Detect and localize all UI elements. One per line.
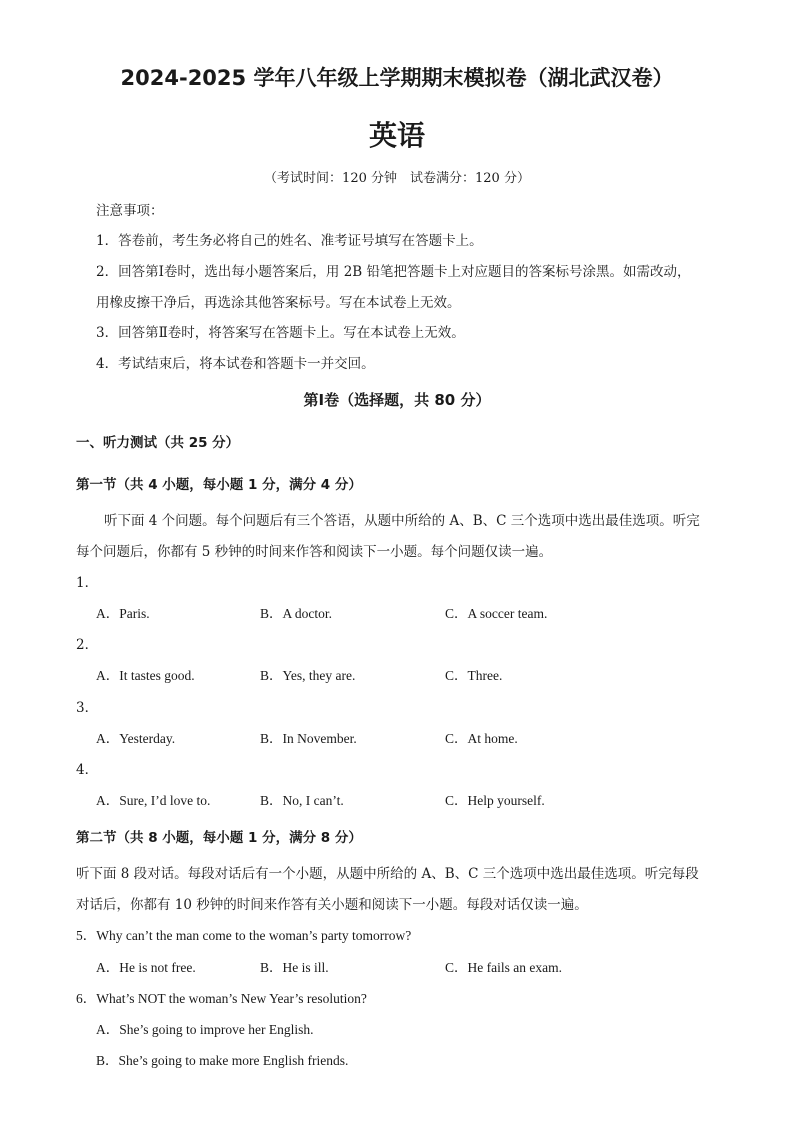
sub1-instructions-line1: 听下面 4 个问题。每个问题后有三个答语，从题中所给的 A、B、C 三个选项中选出最佳选项。听完 [104, 513, 700, 529]
notes-heading: 注意事项： [96, 203, 164, 219]
exam-info: （考试时间：120 分钟 试卷满分：120 分） [264, 171, 530, 186]
note-item-1: 1．答卷前，考生务必将自己的姓名、准考证号填写在答题卡上。 [96, 233, 483, 249]
question-number: 1． [76, 575, 99, 591]
question-6-text: 6．What’s NOT the woman’s New Year’s resolution? [76, 991, 367, 1006]
option-a: A．It tastes good. [96, 668, 195, 683]
sub1-instructions-line2: 每个问题后，你都有 5 秒钟的时间来作答和阅读下一小题。每个问题仅读一遍。 [76, 544, 553, 560]
subject-title: 英语 [368, 119, 425, 152]
note-item-3: 3．回答第Ⅱ卷时，将答案写在答题卡上。写在本试卷上无效。 [96, 325, 465, 341]
question-number: 3． [76, 700, 99, 716]
sub1-heading: 第一节（共 4 小题，每小题 1 分，满分 4 分） [76, 477, 362, 493]
option-b: B．She’s going to make more English friends. [96, 1053, 349, 1068]
option-a: A．She’s going to improve her English. [96, 1022, 314, 1037]
question-5-text: 5．Why can’t the man come to the woman’s party tomorrow? [76, 928, 412, 943]
exam-title: 2024-2025 学年八年级上学期期末模拟卷（湖北武汉卷） [120, 66, 674, 90]
option-a: A．He is not free. [96, 960, 196, 975]
option-b: B．A doctor. [260, 606, 333, 621]
option-b: B．In November. [260, 731, 357, 746]
option-a: A．Sure, I’d love to. [96, 793, 211, 808]
option-b: B．No, I can’t. [260, 793, 344, 808]
option-b: B．Yes, they are. [260, 668, 356, 683]
option-c: C．Three. [445, 668, 503, 683]
note-item-4: 4．考试结束后，将本试卷和答题卡一并交回。 [96, 356, 375, 372]
note-item-2-cont: 用橡皮擦干净后，再选涂其他答案标号。写在本试卷上无效。 [96, 295, 461, 311]
option-b: B．He is ill. [260, 960, 329, 975]
option-c: C．A soccer team. [445, 606, 548, 621]
part1-title: 第Ⅰ卷（选择题，共 80 分） [303, 391, 491, 409]
option-a: A．Yesterday. [96, 731, 176, 746]
sub2-heading: 第二节（共 8 小题，每小题 1 分，满分 8 分） [76, 830, 362, 846]
note-item-2: 2．回答第Ⅰ卷时，选出每小题答案后，用 2B 铅笔把答题卡上对应题目的答案标号涂黑。如需改动， [96, 264, 691, 280]
option-a: A．Paris. [96, 606, 150, 621]
option-c: C．Help yourself. [445, 793, 545, 808]
sub2-instructions-line1: 听下面 8 段对话。每段对话后有一个小题，从题中所给的 A、B、C 三个选项中选出最佳选项。听完每段 [76, 866, 699, 882]
question-number: 4． [76, 762, 99, 778]
listening-heading: 一、听力测试（共 25 分） [76, 435, 240, 451]
sub2-instructions-line2: 对话后，你都有 10 秒钟的时间来作答有关小题和阅读下一小题。每段对话仅读一遍。 [76, 897, 588, 913]
question-number: 2． [76, 637, 99, 653]
option-c: C．At home. [445, 731, 518, 746]
option-c: C．He fails an exam. [445, 960, 562, 975]
